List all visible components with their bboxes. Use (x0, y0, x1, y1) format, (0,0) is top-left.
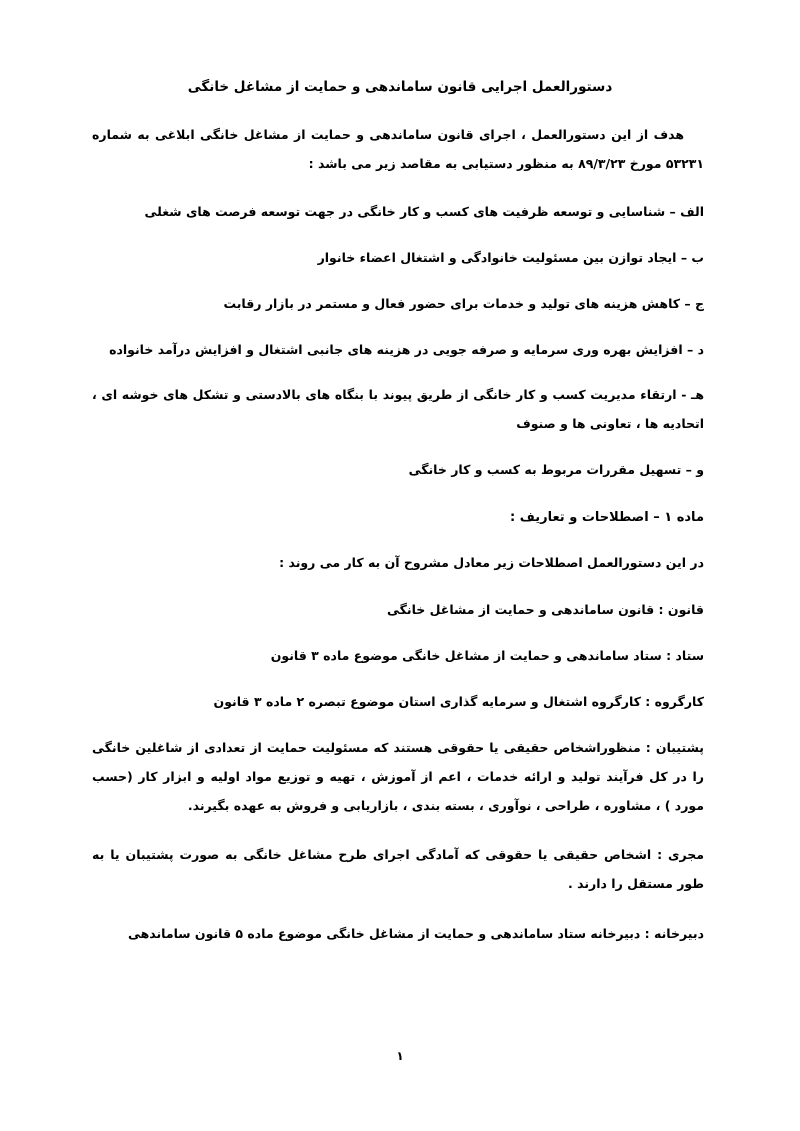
definition-law: قانون : قانون ساماندهی و حمایت از مشاغل خانگی (386, 602, 704, 617)
page-number: ۱ (396, 1049, 404, 1063)
article-1-intro: در این دستورالعمل اصطلاحات زیر معادل مشروح آن به کار می روند : (279, 555, 704, 570)
document-title: دستورالعمل اجرایی قانون ساماندهی و حمایت از مشاغل خانگی (187, 79, 613, 95)
goal-item-he: هـ - ارتقاء مدیریت کسب و کار خانگی از طریق پیوند با بنگاه های بالادستی و تشکل های خوشه ای ، اتحادیه ها ، تعاونی ها و صنوف (92, 387, 704, 431)
definition-secretariat: دبیرخانه : دبیرخانه ستاد ساماندهی و حمایت از مشاغل خانگی موضوع ماده ۵ قانون ساماندهی (127, 926, 704, 941)
definition-executor: مجری : اشخاص حقیقی یا حقوقی که آمادگی اجرای طرح مشاغل خانگی به صورت پشتیبان یا به طور مستقل را دارند . (92, 847, 704, 891)
definition-working-group: کارگروه : کارگروه اشتغال و سرمایه گذاری استان موضوع تبصره ۲ ماده ۳ قانون (213, 694, 704, 709)
article-1-heading: ماده ۱ – اصطلاحات و تعاریف : (510, 510, 704, 525)
goal-item-be: ب – ایجاد توازن بین مسئولیت خانوادگی و اشتغال اعضاء خانوار (317, 250, 704, 265)
definition-headquarters: ستاد : ستاد ساماندهی و حمایت از مشاغل خانگی موضوع ماده ۳ قانون (270, 648, 704, 663)
intro-paragraph: هدف از این دستورالعمل ، اجرای قانون ساماندهی و حمایت از مشاغل خانگی ابلاغی به شماره ۵۳۲۳۱ مورخ ۸۹/۳/۲۳ به منظور دستیابی به مقاصد زیر می باشد : (92, 127, 704, 171)
goal-item-vav: و – تسهیل مقررات مربوط به کسب و کار خانگی (408, 462, 704, 477)
definition-supporter: پشتیبان : منظوراشخاص حقیقی یا حقوقی هستند که مسئولیت حمایت از تعدادی از شاغلین خانگی را در کل فرآیند تولید و ارائه خدمات ، اعم از آموزش ، تهیه و توزیع مواد اولیه و ابزار کار (حسب مورد ) ، مشاوره ، طراحی ، نوآوری ، بسته بندی ، بازاریابی و فروش به عهده بگیرند. (92, 740, 704, 813)
goal-item-dal: د – افزایش بهره وری سرمایه و صرفه جویی در هزینه های جانبی اشتغال و افزایش درآمد خانواده (109, 342, 704, 357)
goal-item-jim: ج – کاهش هزینه های تولید و خدمات برای حضور فعال و مستمر در بازار رقابت (223, 296, 704, 311)
goal-item-alef: الف – شناسایی و توسعه ظرفیت های کسب و کار خانگی در جهت توسعه فرصت های شغلی (144, 204, 704, 219)
